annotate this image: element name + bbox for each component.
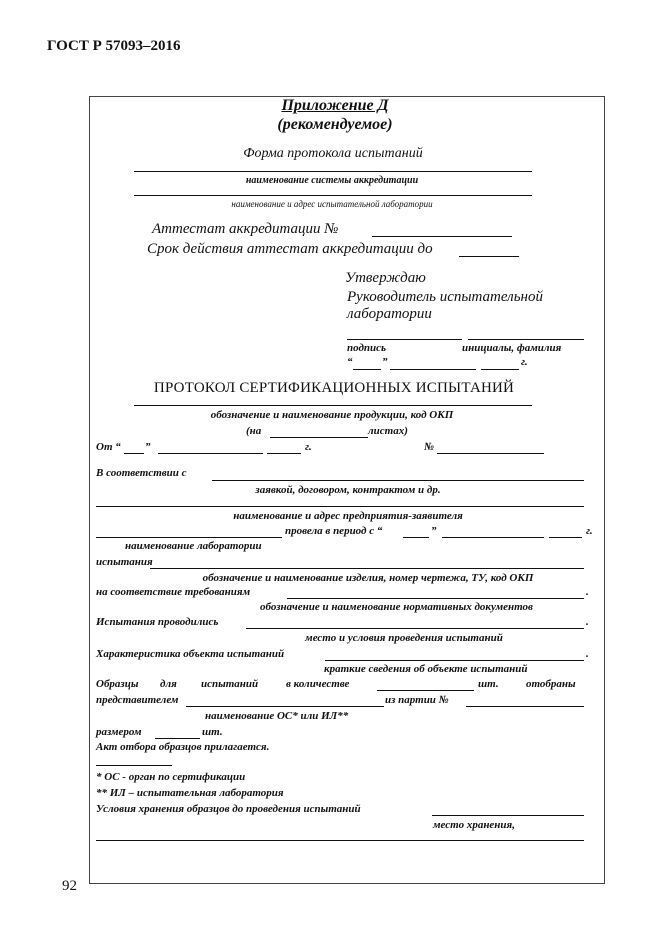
samples-word-3: испытаний: [201, 678, 259, 690]
attestat-number-line: [372, 236, 512, 237]
from-mid: ”: [145, 441, 151, 453]
standard-header: ГОСТ Р 57093–2016: [47, 38, 181, 54]
samples-word-4: в количестве: [286, 678, 350, 690]
tests-label: испытания: [96, 556, 153, 568]
appendix-title: Приложение Д: [281, 97, 389, 114]
signature-caption: подпись: [347, 342, 387, 354]
approve-title: Утверждаю: [345, 270, 426, 286]
size-line: [155, 738, 200, 739]
object-caption: краткие сведения об объекте испытаний: [324, 663, 528, 675]
sheets-prefix: (на: [246, 425, 262, 437]
form-title: Форма протокола испытаний: [243, 146, 423, 161]
object-char-label: Характеристика объекта испытаний: [96, 648, 285, 660]
lab-name-caption: наименование и адрес испытательной лаборатории: [231, 199, 433, 209]
product-line: [134, 405, 532, 406]
storage-conditions: Условия хранения образцов до проведения испытаний: [96, 803, 361, 815]
protocol-number-line: [437, 453, 544, 454]
initials-line: [468, 339, 584, 340]
attestat-number-label: Аттестат аккредитации №: [152, 221, 339, 237]
lab-line: [96, 537, 282, 538]
approve-year-line: [481, 369, 519, 370]
page-number: 92: [62, 878, 77, 894]
size-label: размером: [96, 726, 142, 738]
footnote-separator: [96, 765, 172, 766]
os-il-caption: наименование ОС* или ИЛ**: [205, 710, 349, 722]
product-caption: обозначение и наименование продукции, код ОКП: [210, 409, 454, 421]
batch-number-line: [466, 706, 584, 707]
object-char-line: [325, 660, 584, 661]
conducted-quote-close: ”: [431, 525, 437, 537]
approve-role-2: лаборатории: [347, 306, 432, 322]
from-batch-label: из партии №: [385, 694, 449, 706]
compliance-label: на соответствие требованиям: [96, 586, 251, 598]
applicant-caption: наименование и адрес предприятия-заявителя: [233, 510, 463, 522]
protocol-title: ПРОТОКОЛ СЕРТИФИКАЦИОННЫХ ИСПЫТАНИЙ: [153, 380, 515, 396]
number-sign: №: [424, 441, 435, 453]
footnote-il: ** ИЛ – испытательная лаборатория: [96, 787, 284, 799]
system-name-caption: наименование системы аккредитации: [245, 175, 419, 186]
compliance-line: [287, 598, 584, 599]
approve-day-line: [353, 369, 381, 370]
according-line: [212, 480, 584, 481]
samples-pcs: шт.: [478, 678, 499, 690]
sheets-line: [270, 437, 368, 438]
object-char-end: .: [586, 648, 589, 660]
place-caption: место и условия проведения испытаний: [305, 632, 503, 644]
period-day-line: [403, 537, 429, 538]
representative-label: представителем: [96, 694, 179, 706]
compliance-end: .: [586, 586, 589, 598]
signature-line: [347, 339, 462, 340]
attestat-validity-label: Срок действия аттестат аккредитации до: [147, 241, 433, 257]
initials-caption: инициалы, фамилия: [462, 342, 562, 354]
conducted-period: провела в период с “: [285, 525, 383, 537]
approve-role-1: Руководитель испытательной: [347, 289, 543, 305]
storage-second-line: [96, 840, 584, 841]
lab-caption: наименование лаборатории: [125, 540, 262, 552]
size-pcs: шт.: [202, 726, 223, 738]
from-prefix: От “: [96, 441, 121, 453]
sheets-suffix: листах): [368, 425, 408, 437]
samples-word-2: для: [160, 678, 177, 690]
attestat-validity-line: [459, 256, 519, 257]
storage-place-caption: место хранения,: [433, 819, 515, 831]
from-day-line: [124, 453, 144, 454]
applicant-line: [96, 506, 584, 507]
approve-date-close: ”: [382, 356, 388, 368]
approve-year-suffix: г.: [521, 356, 528, 368]
item-caption: обозначение и наименование изделия, номер чертежа, ТУ, код ОКП: [202, 572, 534, 584]
according-caption: заявкой, договором, контрактом и др.: [255, 484, 441, 496]
period-year-line: [549, 537, 582, 538]
samples-selected: отобраны: [526, 678, 576, 690]
lab-name-line: [134, 195, 532, 196]
storage-line: [432, 815, 584, 816]
approve-date-open: “: [347, 356, 353, 368]
norm-docs-caption: обозначение и наименование нормативных документов: [260, 601, 533, 613]
samples-word-1: Образцы: [96, 678, 139, 690]
tests-line: [150, 568, 584, 569]
from-month-line: [158, 453, 263, 454]
footnote-os: * ОС - орган по сертификации: [96, 771, 246, 783]
tests-conducted-end: .: [586, 616, 589, 628]
according-label: В соответствии с: [96, 467, 187, 479]
representative-line: [186, 706, 384, 707]
approve-month-line: [390, 369, 476, 370]
system-name-line: [134, 171, 532, 172]
from-year-line: [267, 453, 301, 454]
appendix-subtitle: (рекомендуемое): [277, 116, 393, 133]
from-year-suffix: г.: [305, 441, 312, 453]
tests-conducted-label: Испытания проводились: [96, 616, 219, 628]
act-attached: Акт отбора образцов прилагается.: [96, 741, 270, 753]
samples-qty-line: [377, 690, 474, 691]
conducted-year: г.: [586, 525, 593, 537]
period-month-line: [442, 537, 544, 538]
tests-conducted-line: [246, 628, 584, 629]
